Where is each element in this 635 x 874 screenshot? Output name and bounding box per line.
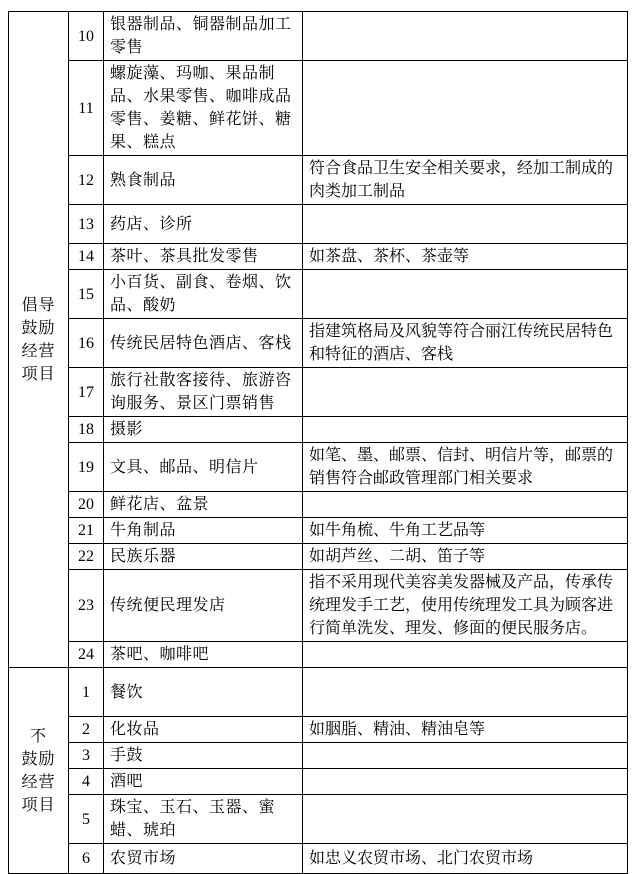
row-number-cell: 24 (69, 642, 104, 668)
row-number-cell: 4 (69, 769, 104, 795)
item-cell: 文具、邮品、明信片 (104, 443, 303, 492)
table-row (9, 417, 628, 443)
table-row (9, 156, 628, 205)
category-label-line: 鼓励 (21, 319, 56, 337)
description-cell: 指建筑格局及风貌等符合丽江传统民居特色和特征的酒店、客栈 (303, 319, 628, 368)
row-number-cell: 1 (69, 668, 104, 717)
description-cell: 如忠义农贸市场、北门农贸市场 (303, 844, 628, 874)
description-cell (303, 12, 628, 61)
description-cell: 如胭脂、精油、精油皂等 (303, 717, 628, 743)
table-row (9, 795, 628, 844)
description-cell: 指不采用现代美容美发器械及产品，传承传统理发手工艺，使用传统理发工具为顾客进行简单洗发、理发、修面的便民服务店。 (303, 570, 628, 642)
item-cell: 酒吧 (104, 769, 303, 795)
row-number-cell: 17 (69, 368, 104, 417)
description-cell (303, 492, 628, 518)
item-cell: 熟食制品 (104, 156, 303, 205)
row-number-cell: 6 (69, 844, 104, 874)
row-number-cell: 14 (69, 244, 104, 270)
description-cell (303, 769, 628, 795)
row-number-cell: 5 (69, 795, 104, 844)
category-label-line: 经营 (21, 342, 56, 360)
table-row (9, 642, 628, 668)
item-cell: 茶叶、茶具批发零售 (104, 244, 303, 270)
category-label-line: 经营 (21, 773, 56, 791)
item-cell: 传统民居特色酒店、客栈 (104, 319, 303, 368)
description-cell (303, 368, 628, 417)
item-cell: 鲜花店、盆景 (104, 492, 303, 518)
table-row (9, 570, 628, 642)
table-row (9, 12, 628, 61)
description-cell (303, 205, 628, 244)
item-cell: 传统便民理发店 (104, 570, 303, 642)
item-cell: 摄影 (104, 417, 303, 443)
description-cell (303, 61, 628, 156)
row-number-cell: 22 (69, 544, 104, 570)
table-row (9, 544, 628, 570)
category-label-line: 鼓励 (21, 750, 56, 768)
table-row (9, 319, 628, 368)
row-number-cell: 18 (69, 417, 104, 443)
item-cell: 农贸市场 (104, 844, 303, 874)
description-cell: 如茶盘、茶杯、茶壶等 (303, 244, 628, 270)
category-label-line: 不 (29, 727, 47, 745)
business-items-table (8, 11, 628, 874)
table-row (9, 368, 628, 417)
description-cell (303, 642, 628, 668)
description-cell (303, 795, 628, 844)
table-row (9, 61, 628, 156)
item-cell: 药店、诊所 (104, 205, 303, 244)
category-label-line: 项目 (21, 365, 56, 383)
row-number-cell: 23 (69, 570, 104, 642)
table-row (9, 668, 628, 717)
row-number-cell: 16 (69, 319, 104, 368)
category-cell-encouraged (9, 12, 69, 668)
table-row (9, 492, 628, 518)
table-row (9, 244, 628, 270)
category-cell-discouraged (9, 668, 69, 874)
row-number-cell: 19 (69, 443, 104, 492)
row-number-cell: 21 (69, 518, 104, 544)
row-number-cell: 11 (69, 61, 104, 156)
item-cell: 餐饮 (104, 668, 303, 717)
item-cell: 小百货、副食、卷烟、饮品、酸奶 (104, 270, 303, 319)
item-cell: 螺旋藻、玛咖、果品制品、水果零售、咖啡成品零售、姜糖、鲜花饼、糖果、糕点 (104, 61, 303, 156)
description-cell (303, 743, 628, 769)
row-number-cell: 15 (69, 270, 104, 319)
table-row (9, 743, 628, 769)
row-number-cell: 3 (69, 743, 104, 769)
table-row (9, 443, 628, 492)
row-number-cell: 20 (69, 492, 104, 518)
item-cell: 牛角制品 (104, 518, 303, 544)
item-cell: 手鼓 (104, 743, 303, 769)
row-number-cell: 2 (69, 717, 104, 743)
table-body (9, 12, 628, 874)
row-number-cell: 12 (69, 156, 104, 205)
description-cell: 符合食品卫生安全相关要求，经加工制成的肉类加工制品 (303, 156, 628, 205)
row-number-cell: 10 (69, 12, 104, 61)
table-row (9, 717, 628, 743)
table-row (9, 844, 628, 874)
description-cell (303, 668, 628, 717)
table-row (9, 769, 628, 795)
table-row (9, 205, 628, 244)
item-cell: 旅行社散客接待、旅游咨询服务、景区门票销售 (104, 368, 303, 417)
category-label-line: 倡导 (21, 296, 56, 314)
row-number-cell: 13 (69, 205, 104, 244)
item-cell: 民族乐器 (104, 544, 303, 570)
description-cell (303, 417, 628, 443)
category-label-line: 项目 (21, 796, 56, 814)
table-row (9, 518, 628, 544)
item-cell: 珠宝、玉石、玉器、蜜蜡、琥珀 (104, 795, 303, 844)
description-cell: 如牛角梳、牛角工艺品等 (303, 518, 628, 544)
description-cell: 如胡芦丝、二胡、笛子等 (303, 544, 628, 570)
description-cell: 如笔、墨、邮票、信封、明信片等，邮票的销售符合邮政管理部门相关要求 (303, 443, 628, 492)
item-cell: 茶吧、咖啡吧 (104, 642, 303, 668)
table-row (9, 270, 628, 319)
description-cell (303, 270, 628, 319)
item-cell: 化妆品 (104, 717, 303, 743)
item-cell: 银器制品、铜器制品加工零售 (104, 12, 303, 61)
